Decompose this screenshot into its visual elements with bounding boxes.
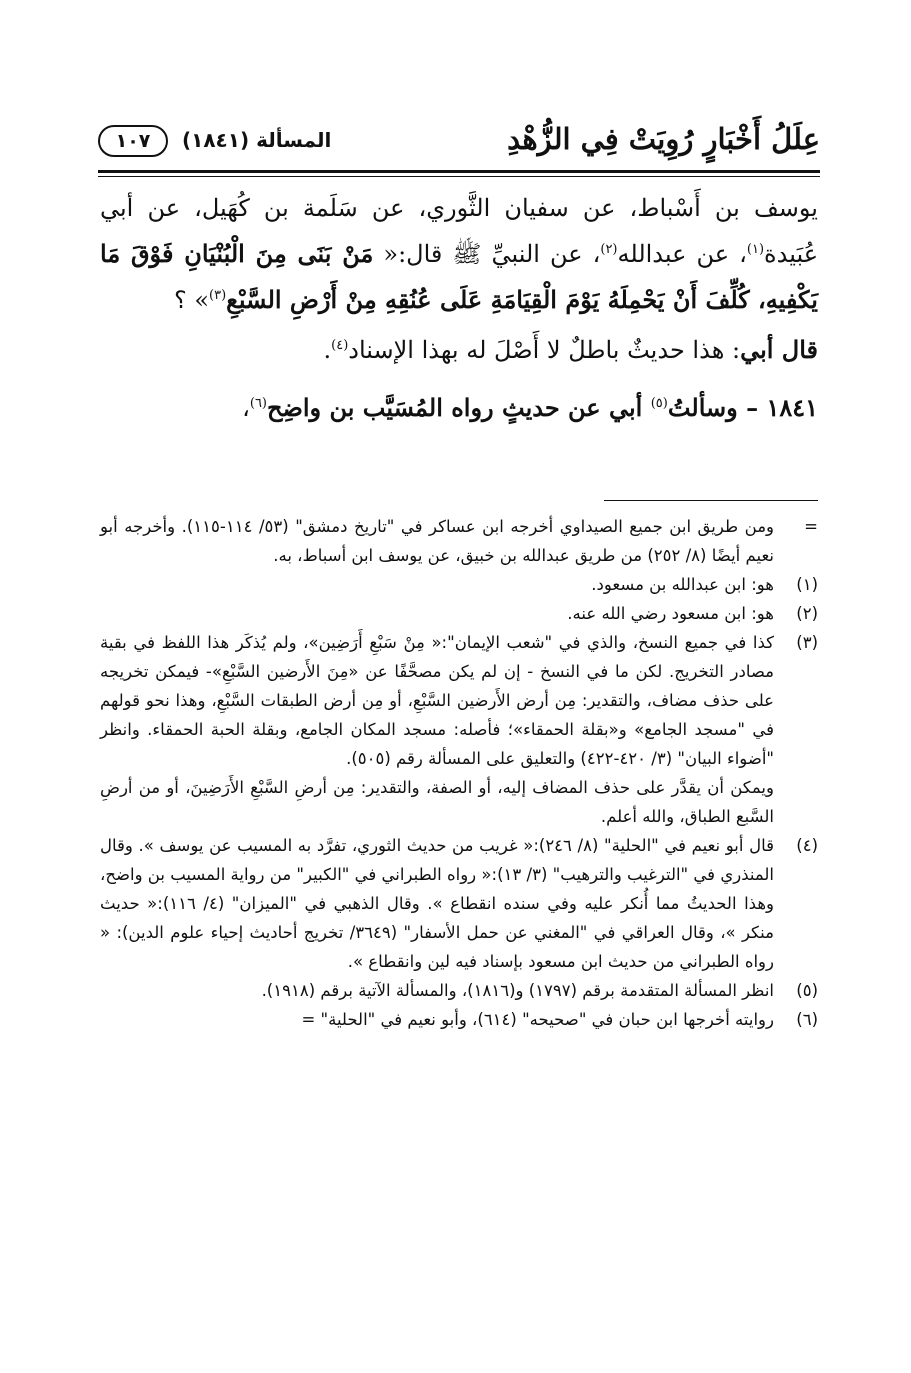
main-line-1: يوسف بن أَسْباط، عن سفيان الثَّوري، عن سَلَمة بن كُهَيل، عن أبي [100,194,818,222]
footnote-marker: (٣) [796,633,818,652]
verdict-label: قال أبي [740,335,818,364]
footnote-paragraph: قال أبو نعيم في "الحلية" (٨/ ٢٤٦):« غريب من حديث الثوري، تفرَّد به المسيب عن يوسف ». وقال المنذري في "الترغيب والترهيب" (٣/ ١٣):« رواه الطبراني في "الكبير" من رواية المسيب بن واضح، وهذا الحديثُ مما أُنكر عليه وفي سنده انقطاع ». وقال الذهبي في "الميزان" (٤/ ١١٦):« حديث منكر »، وقال العراقي في "المغني عن حمل الأسفار" (٣٦٤٩/ تخريج أحاديث إحياء علوم الدين): « رواه الطبراني من حديث ابن مسعود بإسناد فيه لين وانقطاع ». [100,836,774,971]
footnote-continued [100,512,818,570]
footnote-ref-6: (٦) [249,396,267,411]
narration-intro: ، عن النبيِّ ﷺ قال:« [373,240,601,268]
main-paragraph [100,186,818,323]
footnote-6 [100,1005,818,1034]
footnote-marker: (١) [796,575,818,594]
footnote-paragraph: ويمكن أن يقدَّر على حذف المضاف إليه، أو الصفة، والتقدير: مِن أرضِ السَّبْعِ الأَرَضِينَ، أو من أرضِ السَّبع الطباق، والله أعلم. [100,778,774,826]
footnote-marker: (٥) [796,981,818,1000]
hadith-text: مَنْ بَنَى مِنَ الْبُنْيَانِ فَوْقَ مَا يَكْفِيهِ، كُلِّفَ أَنْ يَحْمِلَهُ يَوْمَ الْقِيَامَةِ عَلَى عُنُقِهِ مِنْ أَرْضِ السَّبْعِ [100,239,818,314]
footnote-ref-1: (١) [746,242,765,257]
footnote-ref-3: (٣) [209,288,227,303]
issue-number: ١٨٤١ – وسألتُ [667,393,818,422]
footnote-marker: = [804,517,818,536]
footnote-ref-4: (٤) [331,338,349,353]
footnote-5 [100,976,818,1005]
hadith-end: » ؟ [173,286,210,314]
footnote-ref-2: (٢) [600,242,618,257]
verdict-text: : هذا حديثٌ باطلٌ لا أَصْلَ له بهذا الإسناد [348,336,741,364]
header-rule-thick [98,170,820,173]
father-verdict [100,327,818,373]
footnote-marker: (٢) [796,604,818,623]
main-text [100,186,818,486]
book-title: عِلَلُ أَخْبَارٍ رُوِيَتْ فِي الزُّهْدِ [507,122,820,156]
page-header [98,118,820,168]
footnote-paragraph: روايته أخرجها ابن حبان في "صحيحه" (٦١٤)، وأبو نعيم في "الحلية" = [301,1010,774,1029]
footnote-paragraph: هو: ابن عبدالله بن مسعود. [591,575,774,594]
footnote-paragraph: هو: ابن مسعود رضي الله عنه. [567,604,774,623]
footnote-marker: (٦) [796,1010,818,1029]
page-number-badge: ١٠٧ [98,125,168,157]
footnote-paragraph: انظر المسألة المتقدمة برقم (١٧٩٧) و(١٨١٦)، والمسألة الآتية برقم (١٩١٨). [261,981,774,1000]
footnote-ref-5: (٥) [650,396,668,411]
footnote-paragraph: كذا في جميع النسخ، والذي في "شعب الإيمان":« مِنْ سَبْعِ أَرَضِين»، ولم يُذكَر هذا اللفظ في بقية مصادر التخريج. لكن ما في النسخ - إن لم يكن مصحَّفًا عن «مِنَ الأَرضين السَّبْعِ»- فيمكن تخريجه على حذف مضاف، والتقدير: مِن أرض الأَرضين السَّبْعِ، أو مِن أرض الطبقات السَّبْعِ، وهذا نحو قولهم في "مسجد الجامع» و«بقلة الحمقاء»؛ فأصله: مسجد المكان الجامع، وبقلة الحبة الحمقاء. وانظر "أضواء البيان" (٣/ ٤٢٠-٤٢٢) والتعليق على المسألة رقم (٥٠٥). [100,633,774,768]
footnote-paragraph: ومن طريق ابن جميع الصيداوي أخرجه ابن عساكر في "تاريخ دمشق" (٥٣/ ١١٤-١١٥). وأخرجه أبو نعيم أيضًا (٨/ ٢٥٢) من طريق عبدالله بن خبيق، عن يوسف ابن أسباط، به. [100,517,775,565]
header-rule-thin [98,176,820,177]
narration-chain: ، عن عبدالله [617,240,747,268]
footnote-3 [100,628,818,831]
footnote-separator [604,500,818,501]
issue-end: ، [242,394,250,422]
issue-label: المسألة (١٨٤١) [182,128,332,152]
footnote-marker: (٤) [796,836,818,855]
footnote-4 [100,831,818,976]
verdict-end: . [323,336,332,364]
footnotes [100,512,818,1252]
footnote-1 [100,570,818,599]
narrator-name: عُبَيدة [764,240,819,268]
issue-text: أبي عن حديثٍ رواه المُسَيَّب بن واضِح [267,393,651,422]
next-issue [100,385,818,431]
footnote-2 [100,599,818,628]
